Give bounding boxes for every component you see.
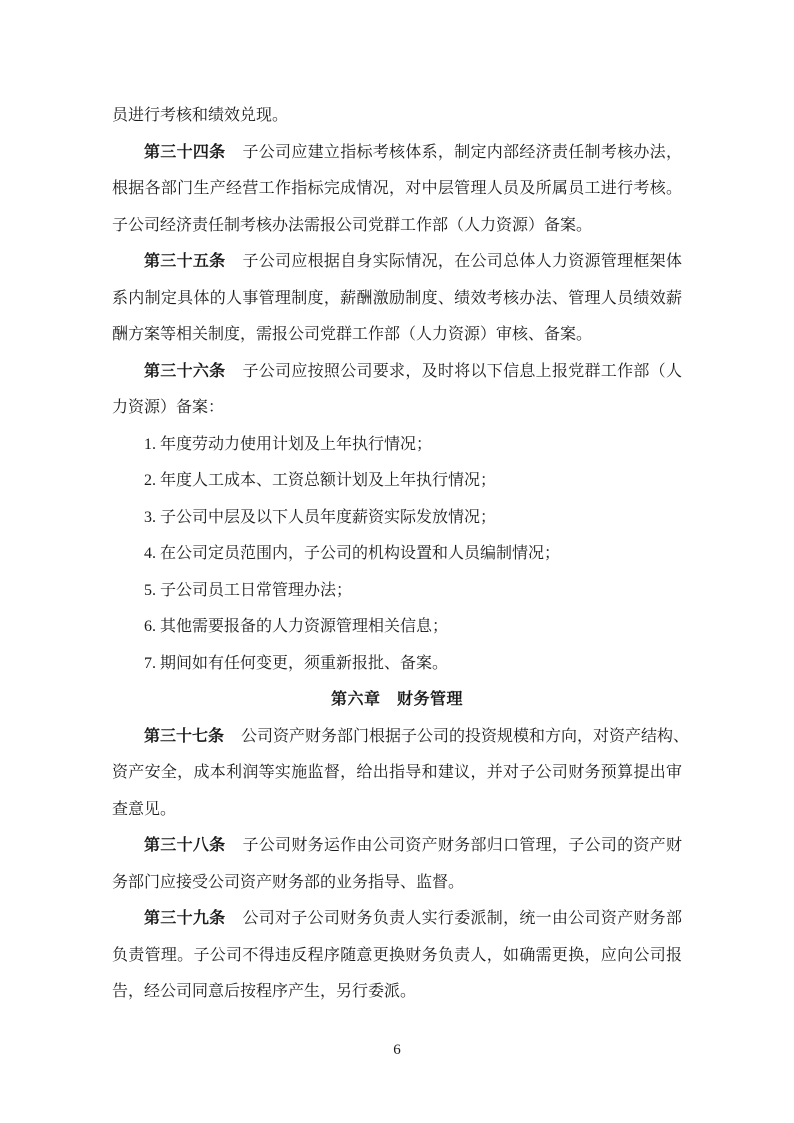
text-line: 员进行考核和绩效兑现。: [112, 107, 289, 124]
list-item: 7. 期间如有任何变更，须重新报批、备案。: [144, 654, 449, 672]
text-line: [112, 135, 682, 172]
list-item: 3. 子公司中层及以下人员年度薪资实际发放情况；: [144, 508, 497, 526]
article-number-label: 第三十六条: [144, 362, 226, 380]
text-line: 系内制定具体的人事管理制度，薪酬激励制度、绩效考核办法、管理人员绩效薪: [112, 289, 682, 307]
article-36-paragraph: [112, 354, 682, 427]
article-37-paragraph: [112, 719, 690, 829]
text-line: 根据各部门生产经营工作指标完成情况，对中层管理人员及所属员工进行考核。: [112, 180, 682, 197]
text-line: [112, 244, 682, 281]
article-text: 子公司财务运作由公司资产财务部归口管理，子公司的资产财: [242, 837, 682, 854]
text-line: [112, 901, 682, 938]
article-text: 子公司应根据自身实际情况，在公司总体人力资源管理框架体: [242, 253, 682, 270]
text-line: 力资源）备案：: [112, 399, 225, 416]
article-number-label: 第三十四条: [144, 143, 226, 161]
article-text: 公司对子公司财务负责人实行委派制，统一由公司资产财务部: [242, 910, 682, 927]
text-line: 子公司经济责任制考核办法需报公司党群工作部（人力资源）备案。: [112, 216, 593, 234]
article-number-label: 第三十七条: [144, 727, 225, 745]
article-number-label: 第三十九条: [144, 910, 226, 927]
text-line: 查意见。: [112, 800, 177, 818]
list-item: 6. 其他需要报备的人力资源管理相关信息；: [144, 618, 449, 635]
text-line: [112, 719, 690, 756]
article-number-label: 第三十八条: [144, 837, 226, 854]
text-line: 务部门应接受公司资产财务部的业务指导、监督。: [112, 873, 465, 891]
list-item: 5. 子公司员工日常管理办法；: [144, 581, 353, 599]
article-text: 子公司应建立指标考核体系，制定内部经济责任制考核办法，: [242, 143, 682, 161]
report-items-list: [112, 427, 682, 683]
list-item: 1. 年度劳动力使用计划及上年执行情况；: [144, 435, 433, 453]
document-content: [112, 98, 690, 1011]
page-number: 6: [393, 1042, 401, 1058]
article-34-paragraph: [112, 135, 682, 245]
text-line: 酬方案等相关制度，需报公司党群工作部（人力资源）审核、备案。: [112, 326, 593, 343]
text-line: 负责管理。子公司不得违反程序随意更换财务负责人，如确需更换，应向公司报: [112, 946, 682, 964]
text-line: [112, 354, 682, 391]
list-item: 2. 年度人工成本、工资总额计划及上年执行情况；: [144, 472, 497, 489]
text-line: [112, 828, 682, 865]
article-38-paragraph: [112, 828, 682, 901]
article-39-paragraph: [112, 901, 682, 1011]
list-item: 4. 在公司定员范围内，子公司的机构设置和人员编制情况；: [144, 545, 561, 562]
article-text: 子公司应按照公司要求，及时将以下信息上报党群工作部（人: [242, 362, 682, 380]
article-number-label: 第三十五条: [144, 253, 226, 270]
continuation-paragraph: [112, 98, 682, 135]
article-35-paragraph: [112, 244, 682, 354]
text-line: 告，经公司同意后按程序产生，另行委派。: [112, 983, 417, 1000]
article-text: 公司资产财务部门根据子公司的投资规模和方向，对资产结构、: [241, 727, 690, 745]
chapter-heading: 第六章 财务管理: [330, 691, 463, 708]
text-line: 资产安全，成本利润等实施监督，给出指导和建议，并对子公司财务预算提出审: [112, 764, 682, 781]
